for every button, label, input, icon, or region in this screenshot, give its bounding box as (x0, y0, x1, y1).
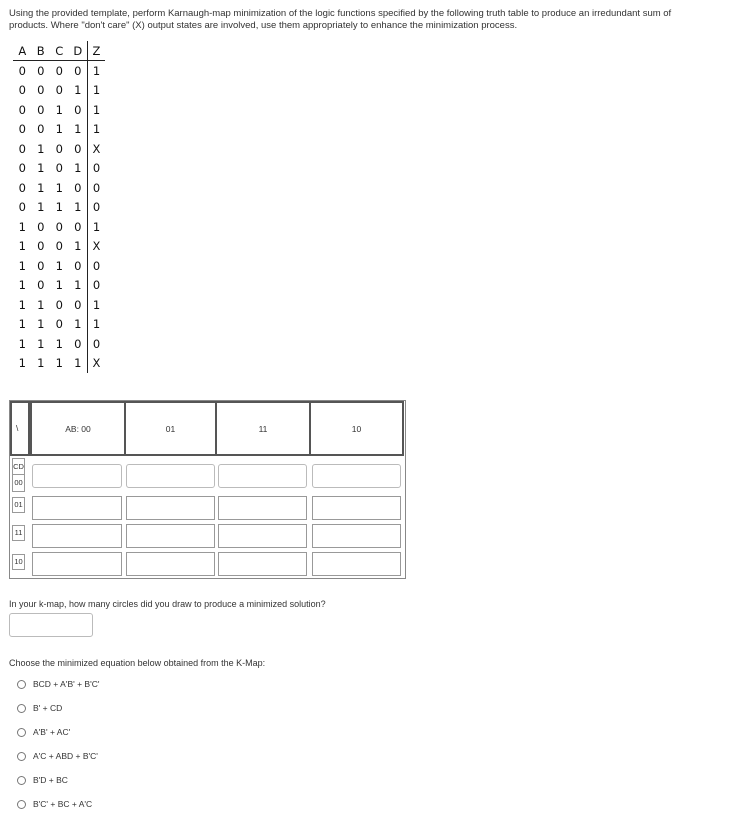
input-cell: 0 (18, 141, 26, 156)
output-z-cell: 1 (88, 295, 106, 315)
input-cell: 1 (74, 239, 82, 254)
input-cell: 1 (18, 219, 26, 234)
kmap-grid (9, 400, 406, 579)
kmap-corner-label: \ (16, 423, 19, 433)
input-cell: 1 (74, 161, 82, 176)
output-z-cell: X (88, 354, 106, 374)
truth-table-row (13, 237, 105, 257)
kmap-col-label-00: AB: 00 (65, 424, 91, 434)
input-cell: 1 (37, 200, 45, 215)
input-cell: 1 (37, 180, 45, 195)
kmap-cell-00-11[interactable] (218, 464, 307, 488)
option-6[interactable] (17, 799, 92, 809)
input-cell: 0 (37, 219, 45, 234)
input-cell: 1 (74, 83, 82, 98)
kmap-cell-00-01[interactable] (126, 464, 215, 488)
output-z-cell: 0 (88, 334, 106, 354)
kmap-row-title: CD (13, 462, 24, 471)
truth-table (13, 41, 105, 373)
input-cell: 0 (74, 219, 82, 234)
kmap-cell-11-10[interactable] (312, 524, 401, 548)
output-z-cell: X (88, 237, 106, 257)
truth-table-row (13, 120, 105, 140)
kmap-col-header-11 (215, 401, 311, 456)
input-cell: 0 (37, 239, 45, 254)
circles-question: In your k-map, how many circles did you draw to produce a minimized solution? (9, 599, 326, 609)
kmap-cell-01-01[interactable] (126, 496, 215, 520)
output-z-cell: 0 (88, 159, 106, 179)
input-cell: 0 (55, 239, 63, 254)
input-cell: 1 (18, 336, 26, 351)
kmap-cell-01-11[interactable] (218, 496, 307, 520)
option-1[interactable] (17, 679, 100, 689)
input-cell: 1 (74, 278, 82, 293)
kmap-cell-11-11[interactable] (218, 524, 307, 548)
input-cell: 1 (55, 102, 63, 117)
radio-button-icon[interactable] (17, 752, 26, 761)
header-b: B (32, 41, 51, 61)
output-z-cell: 1 (88, 217, 106, 237)
radio-button-icon[interactable] (17, 776, 26, 785)
input-cell: 0 (37, 63, 45, 78)
kmap-col-label-10: 10 (351, 424, 362, 434)
output-z-cell: X (88, 139, 106, 159)
input-cell: 1 (55, 336, 63, 351)
truth-table-row (13, 178, 105, 198)
option-2-label: B' + CD (33, 703, 63, 713)
input-cell: 0 (37, 122, 45, 137)
input-cell: 1 (18, 317, 26, 332)
kmap-cell-10-11[interactable] (218, 552, 307, 576)
input-cell: 0 (37, 258, 45, 273)
option-3[interactable] (17, 727, 70, 737)
truth-table-row (13, 159, 105, 179)
input-cell: 1 (18, 297, 26, 312)
input-cell: 0 (55, 141, 63, 156)
input-cell: 1 (37, 141, 45, 156)
input-cell: 0 (18, 200, 26, 215)
input-cell: 0 (55, 83, 63, 98)
kmap-cell-00-10[interactable] (312, 464, 401, 488)
kmap-cell-10-00[interactable] (32, 552, 122, 576)
input-cell: 1 (37, 336, 45, 351)
kmap-col-header-10 (309, 401, 404, 456)
truth-table-row (13, 100, 105, 120)
equation-question: Choose the minimized equation below obtained from the K-Map: (9, 658, 266, 668)
option-3-label: A'B' + AC' (33, 727, 71, 737)
input-cell: 0 (55, 161, 63, 176)
kmap-row-label-10: 10 (12, 554, 25, 570)
circles-count-input[interactable] (9, 613, 93, 637)
input-cell: 0 (18, 83, 26, 98)
truth-table-row (13, 81, 105, 101)
truth-table-row (13, 295, 105, 315)
option-5-label: B'D + BC (33, 775, 68, 785)
output-z-cell: 1 (88, 81, 106, 101)
kmap-cell-11-01[interactable] (126, 524, 215, 548)
input-cell: 0 (55, 317, 63, 332)
input-cell: 1 (74, 122, 82, 137)
input-cell: 1 (37, 317, 45, 332)
instructions-text: Using the provided template, perform Karnaugh-map minimization of the logic functions specified by the following truth table to produce an irredundant sum of products. Where "don't care" (X) output states are involved, use them appropriately to enhance the minimization process. (9, 8, 672, 31)
kmap-cell-10-10[interactable] (312, 552, 401, 576)
kmap-cell-11-00[interactable] (32, 524, 122, 548)
kmap-corner-cell (10, 401, 30, 456)
input-cell: 1 (55, 200, 63, 215)
input-cell: 0 (55, 297, 63, 312)
input-cell: 0 (37, 83, 45, 98)
input-cell: 1 (55, 278, 63, 293)
option-4-label: A'C + ABD + B'C' (33, 751, 98, 761)
input-cell: 1 (18, 356, 26, 371)
kmap-row-label-00: 00 (13, 474, 24, 490)
output-z-cell: 0 (88, 198, 106, 218)
output-z-cell: 0 (88, 178, 106, 198)
input-cell: 0 (74, 180, 82, 195)
truth-table-header-row (13, 41, 105, 61)
truth-table-row (13, 139, 105, 159)
input-cell: 0 (18, 63, 26, 78)
input-cell: 1 (37, 356, 45, 371)
output-z-cell: 1 (88, 315, 106, 335)
header-z: Z (88, 41, 106, 61)
input-cell: 0 (74, 141, 82, 156)
input-cell: 0 (74, 63, 82, 78)
kmap-cell-01-10[interactable] (312, 496, 401, 520)
truth-table-row (13, 334, 105, 354)
output-z-cell: 0 (88, 256, 106, 276)
input-cell: 0 (37, 278, 45, 293)
input-cell: 1 (55, 258, 63, 273)
input-cell: 1 (55, 122, 63, 137)
truth-table-row (13, 315, 105, 335)
input-cell: 1 (55, 356, 63, 371)
option-1-label: BCD + A'B' + B'C' (33, 679, 100, 689)
input-cell: 0 (37, 102, 45, 117)
output-z-cell: 1 (88, 100, 106, 120)
input-cell: 1 (37, 297, 45, 312)
input-cell: 0 (18, 161, 26, 176)
output-z-cell: 1 (88, 120, 106, 140)
input-cell: 1 (18, 278, 26, 293)
input-cell: 1 (74, 317, 82, 332)
header-d: D (69, 41, 88, 61)
input-cell: 0 (18, 122, 26, 137)
input-cell: 0 (74, 336, 82, 351)
input-cell: 0 (55, 63, 63, 78)
header-a: A (13, 41, 32, 61)
option-4[interactable] (17, 751, 98, 761)
input-cell: 0 (74, 297, 82, 312)
kmap-col-label-01: 01 (165, 424, 176, 434)
radio-button-icon[interactable] (17, 680, 26, 689)
truth-table-body (13, 61, 105, 374)
option-2[interactable] (17, 703, 62, 713)
kmap-cell-10-01[interactable] (126, 552, 215, 576)
option-6-label: B'C' + BC + A'C (33, 799, 93, 809)
input-cell: 1 (18, 258, 26, 273)
kmap-cell-01-00[interactable] (32, 496, 122, 520)
truth-table-row (13, 61, 105, 81)
option-5[interactable] (17, 775, 68, 785)
radio-button-icon[interactable] (17, 800, 26, 809)
output-z-cell: 1 (88, 61, 106, 81)
kmap-row-label-11: 11 (12, 525, 25, 541)
kmap-cell-00-00[interactable] (32, 464, 122, 488)
kmap-row-header-00 (12, 458, 25, 492)
input-cell: 0 (74, 258, 82, 273)
truth-table-row (13, 276, 105, 296)
input-cell: 1 (74, 200, 82, 215)
input-cell: 1 (18, 239, 26, 254)
radio-button-icon[interactable] (17, 728, 26, 737)
radio-button-icon[interactable] (17, 704, 26, 713)
input-cell: 0 (18, 102, 26, 117)
truth-table-row (13, 217, 105, 237)
output-z-cell: 0 (88, 276, 106, 296)
truth-table-row (13, 354, 105, 374)
truth-table-row (13, 198, 105, 218)
input-cell: 0 (55, 219, 63, 234)
input-cell: 0 (18, 180, 26, 195)
input-cell: 1 (74, 356, 82, 371)
header-c: C (50, 41, 69, 61)
kmap-col-header-00 (30, 401, 126, 456)
kmap-row-label-01: 01 (12, 497, 25, 513)
kmap-col-header-01 (124, 401, 217, 456)
input-cell: 1 (37, 161, 45, 176)
truth-table-row (13, 256, 105, 276)
input-cell: 1 (55, 180, 63, 195)
kmap-col-label-11: 11 (258, 424, 268, 434)
input-cell: 0 (74, 102, 82, 117)
